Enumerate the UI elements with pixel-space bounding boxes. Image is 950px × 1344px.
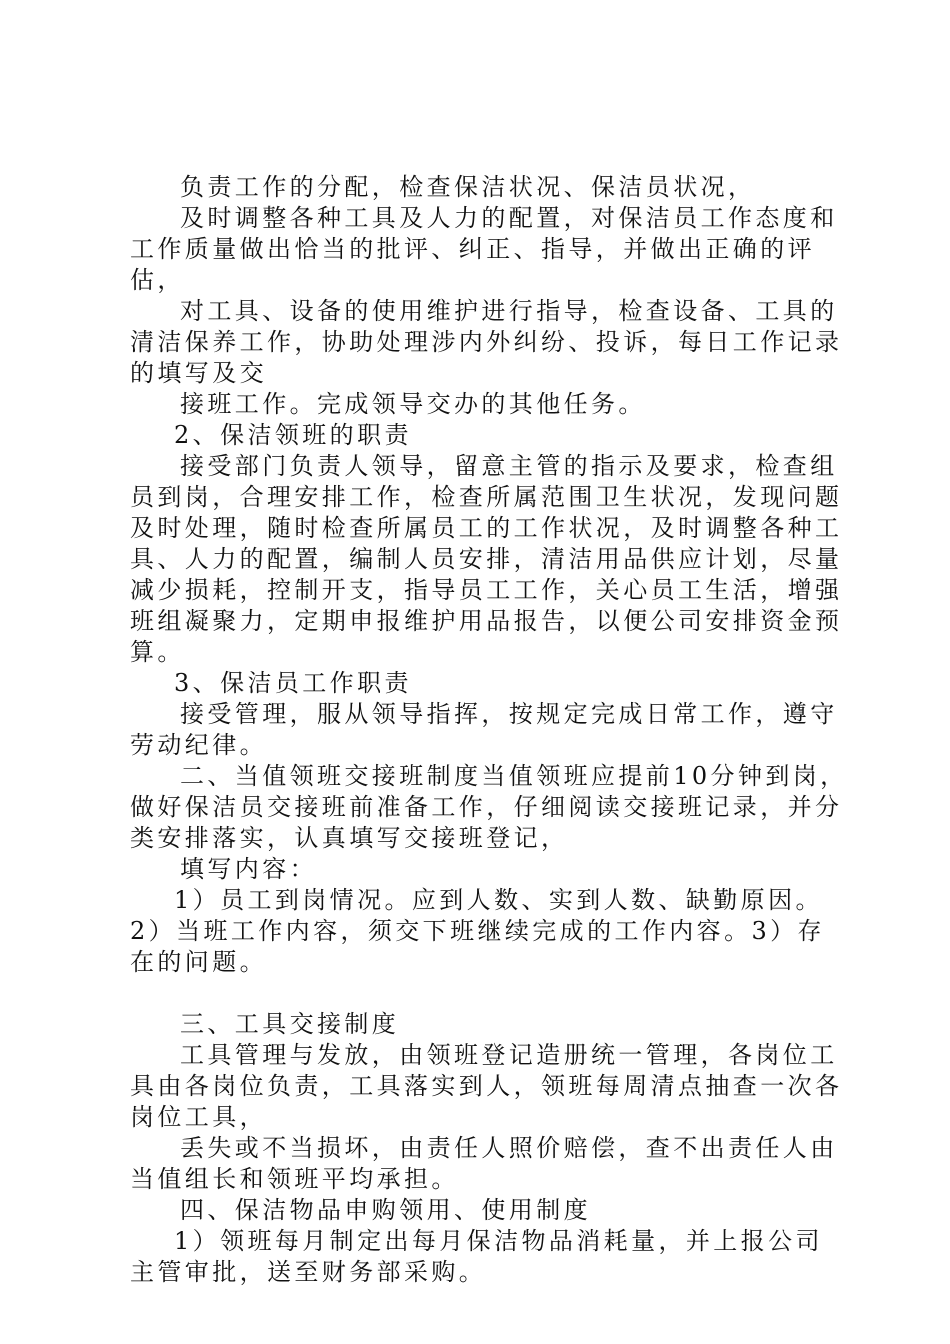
paragraph: 工具管理与发放，由领班登记造册统一管理，各岗位工具由各岗位负责，工具落实到人，领班每周清点抽查一次各岗位工具， xyxy=(130,1041,843,1131)
paragraph: 填写内容： xyxy=(180,855,317,883)
section-heading: 3、保洁员工作职责 xyxy=(174,669,412,697)
paragraph: 1）员工到岗情况。应到人数、实到人数、缺勤原因。2）当班工作内容，须交下班继续完成的工作内容。3）存在的问题。 xyxy=(130,886,825,976)
paragraph: 负责工作的分配，检查保洁状况、保洁员状况， xyxy=(180,173,756,201)
paragraph: 1）领班每月制定出每月保洁物品消耗量，并上报公司主管审批，送至财务部采购。 xyxy=(130,1227,823,1286)
paragraph: 二、当值领班交接班制度当值领班应提前10分钟到岗，做好保洁员交接班前准备工作，仔细阅读交接班记录，并分类安排落实，认真填写交接班登记， xyxy=(130,762,848,852)
section-heading: 四、保洁物品申购领用、使用制度 xyxy=(180,1196,591,1224)
section-heading: 2、保洁领班的职责 xyxy=(174,421,412,449)
paragraph: 接受部门负责人领导，留意主管的指示及要求，检查组员到岗，合理安排工作，检查所属范围卫生状况，发现问题及时处理，随时检查所属员工的工作状况，及时调整各种工具、人力的配置，编制人员安排，清洁用品供应计划，尽量减少损耗，控制开支，指导员工工作，关心员工生活，增强班组凝聚力，定期申报维护用品报告，以便公司安排资金预算。 xyxy=(130,452,843,666)
paragraph: 对工具、设备的使用维护进行指导，检查设备、工具的清洁保养工作，协助处理涉内外纠纷、投诉，每日工作记录的填写及交 xyxy=(130,297,843,387)
document-body xyxy=(130,172,850,1288)
paragraph: 及时调整各种工具及人力的配置，对保洁员工作态度和工作质量做出恰当的批评、纠正、指导，并做出正确的评估， xyxy=(130,204,838,294)
paragraph: 接班工作。完成领导交办的其他任务。 xyxy=(180,390,646,418)
paragraph: 接受管理，服从领导指挥，按规定完成日常工作，遵守劳动纪律。 xyxy=(130,700,838,759)
section-heading: 三、工具交接制度 xyxy=(180,1010,400,1038)
paragraph: 丢失或不当损坏，由责任人照价赔偿，查不出责任人由当值组长和领班平均承担。 xyxy=(130,1134,838,1193)
